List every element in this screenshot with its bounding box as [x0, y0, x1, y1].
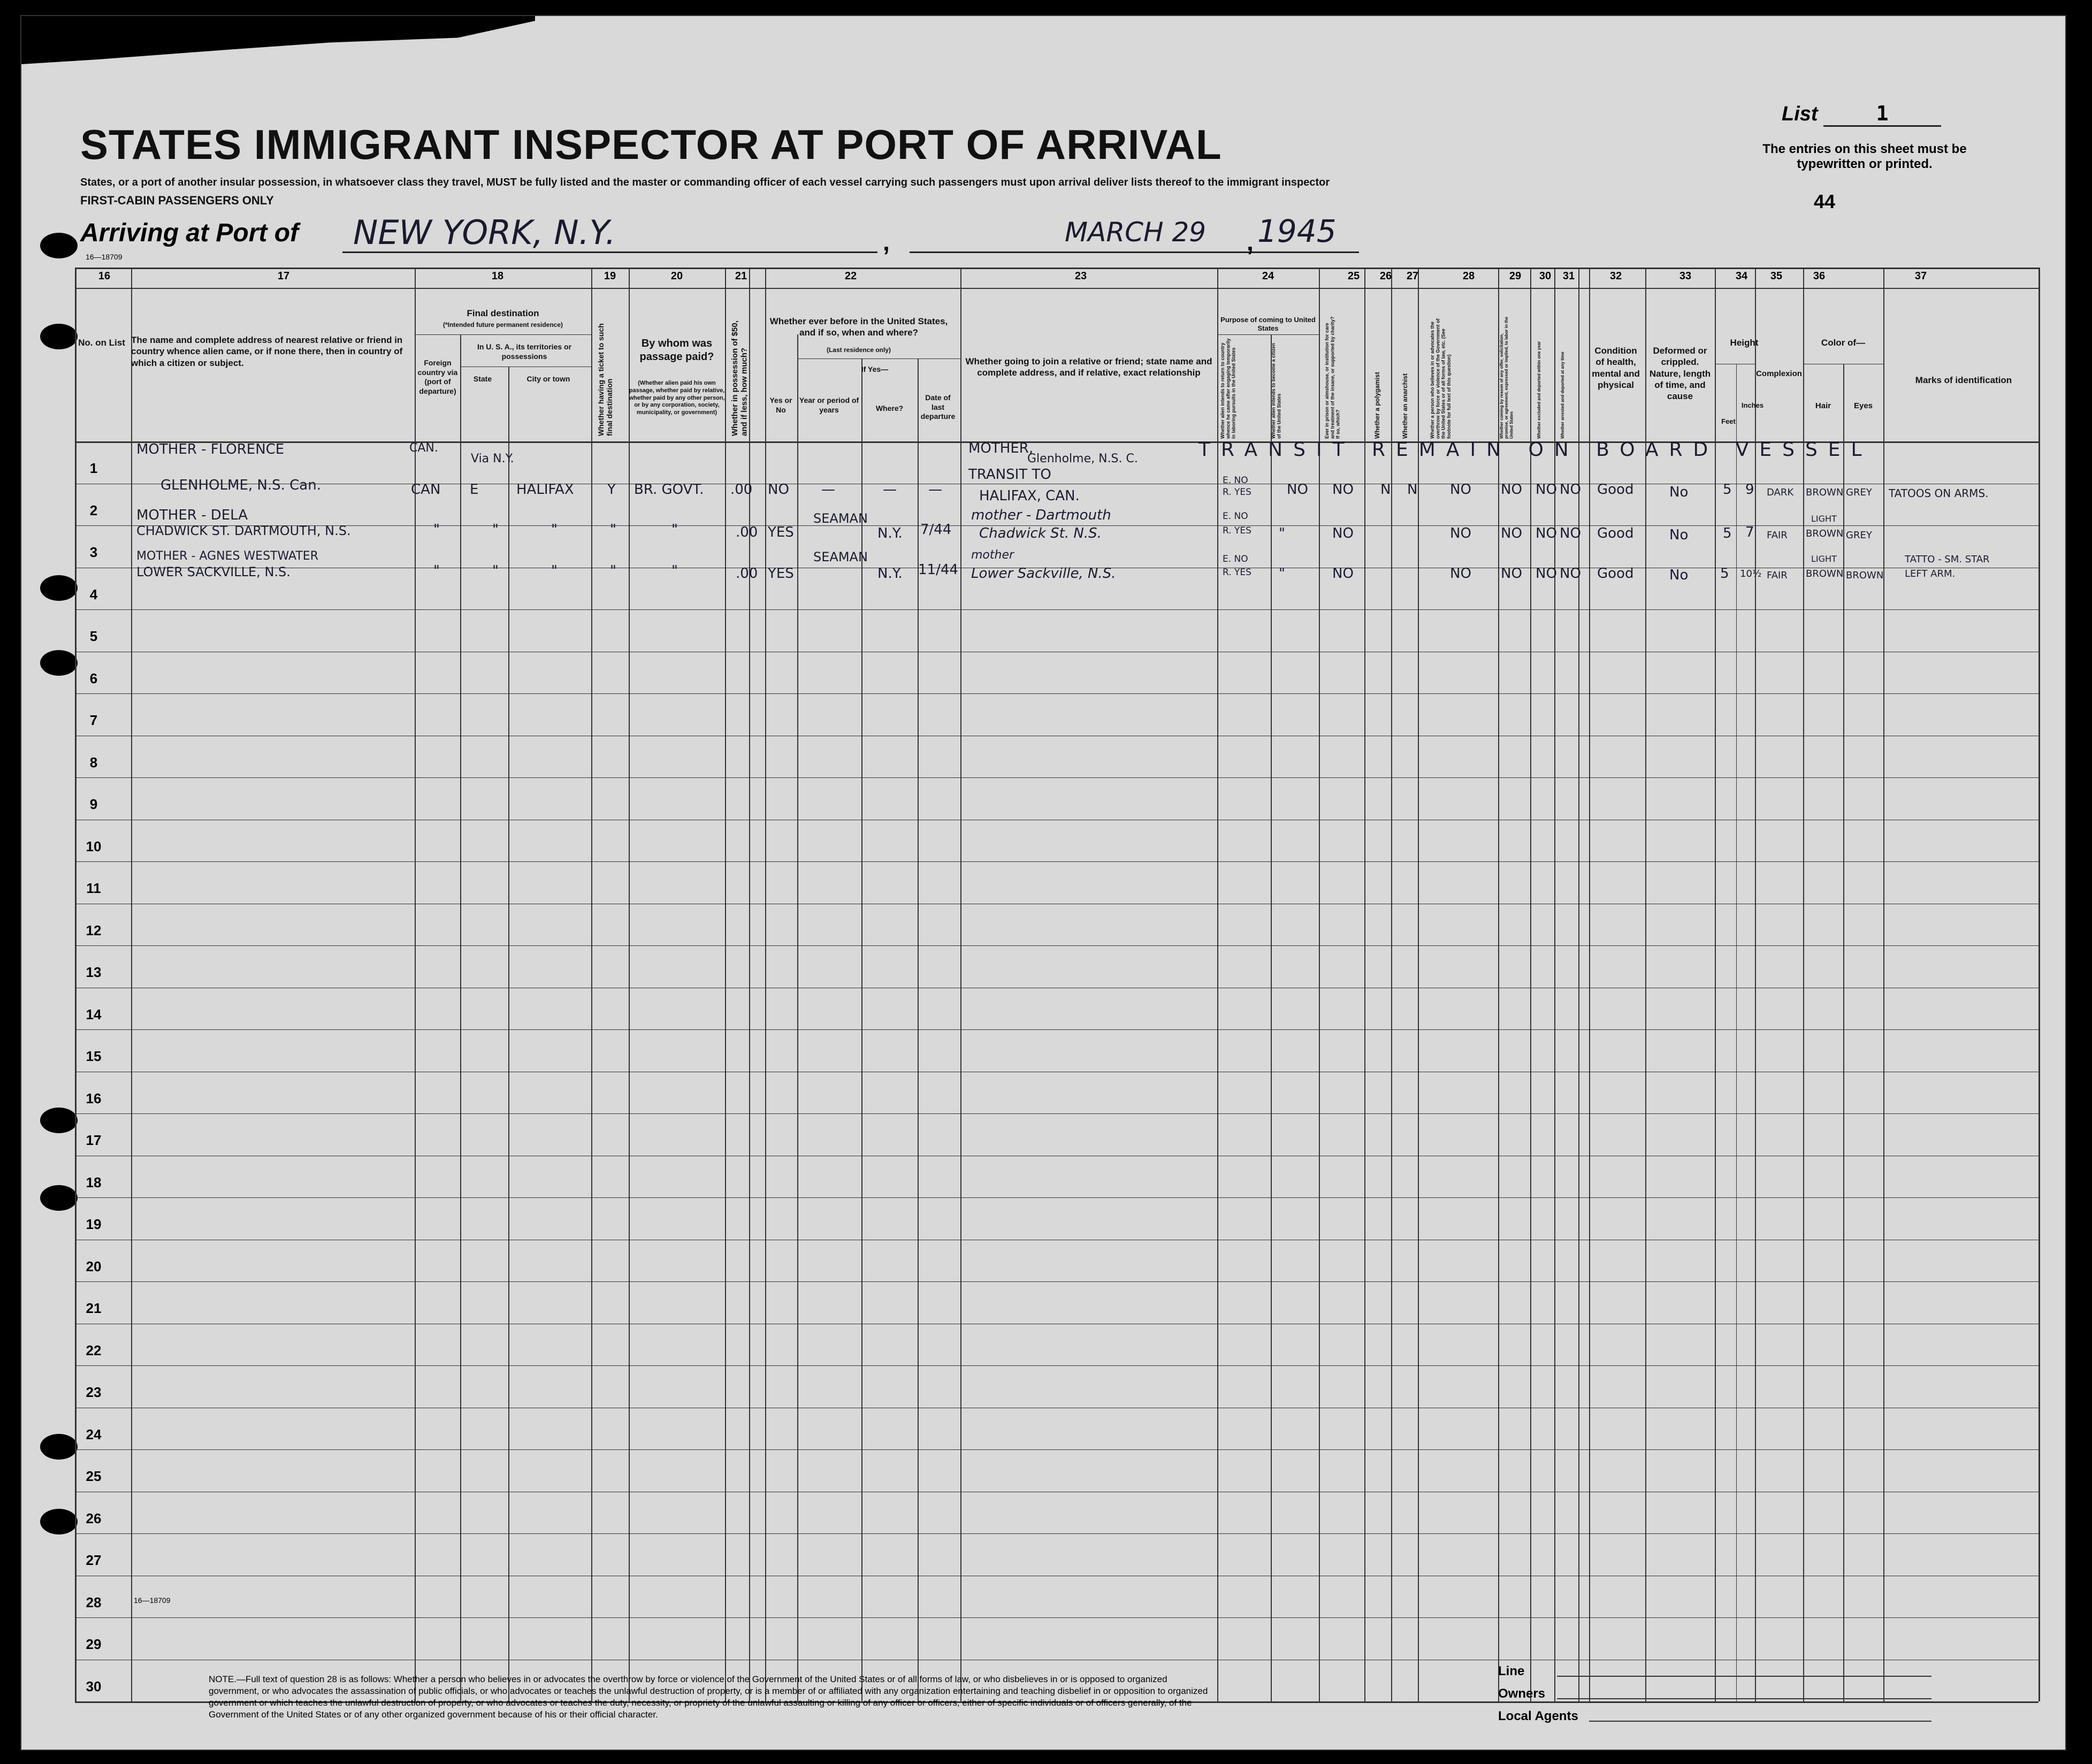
colnum-16: 16	[98, 270, 111, 282]
torn-corner	[21, 16, 535, 64]
r2-health: Good	[1597, 525, 1634, 541]
r1-join-l1: MOTHER,	[968, 440, 1034, 456]
r2-join-l1: mother - Dartmouth	[971, 507, 1111, 523]
header-passage-paid: By whom was passage paid?	[639, 338, 714, 363]
form-code: 16—18709	[86, 253, 123, 261]
r3-date: 11/44	[918, 562, 958, 578]
header-if-yes: If Yes—	[861, 365, 889, 373]
r2-q29: NO	[1501, 525, 1522, 541]
owners-label: Owners	[1498, 1686, 1546, 1701]
header-inches: Inches	[1741, 401, 1764, 409]
r1-relative-l2: GLENHOLME, N.S. Can.	[161, 477, 321, 493]
r1-foreign-top: CAN.	[409, 441, 438, 455]
binder-hole	[40, 233, 78, 258]
r3-q28: NO	[1450, 566, 1471, 582]
r2-q30: NO	[1536, 525, 1557, 541]
header-q31: Whether arrested and deported at any time	[1560, 352, 1565, 439]
r1-purpose-b: R. YES	[1223, 487, 1251, 498]
row-number: 3	[89, 544, 98, 561]
list-value: 1	[1823, 102, 1941, 127]
r1-deformed: No	[1669, 484, 1689, 500]
colnum-33: 33	[1679, 270, 1692, 282]
grid-line	[75, 268, 77, 1701]
r3-relative-l2: LOWER SACKVILLE, N.S.	[136, 564, 291, 579]
r2-q28: NO	[1450, 525, 1471, 541]
grid-line	[1803, 268, 1804, 1701]
colnum-32: 32	[1609, 270, 1622, 282]
r1-years: —	[821, 482, 835, 498]
r1-purpose-a: E. NO	[1223, 475, 1248, 486]
colnum-30: 30	[1539, 270, 1552, 282]
grid-line	[591, 268, 592, 1701]
row-number: 18	[86, 1174, 102, 1190]
port-name: NEW YORK, N.Y.	[353, 213, 616, 252]
r1-join-l4: HALIFAX, CAN.	[979, 488, 1080, 504]
r2-relative-l2: CHADWICK ST. DARTMOUTH, N.S.	[136, 523, 351, 538]
r3-money: .00	[736, 566, 758, 582]
binder-hole	[40, 1185, 78, 1211]
grid-line	[1418, 268, 1419, 1701]
r3-before: YES	[768, 566, 794, 582]
binder-hole	[40, 1434, 78, 1460]
grid-line	[725, 268, 726, 1701]
r2-citizen: "	[1279, 525, 1285, 541]
colnum-26: 26	[1379, 270, 1392, 282]
r1-join-l3: TRANSIT TO	[968, 467, 1051, 483]
grid-line	[508, 366, 509, 1701]
r3-q31: NO	[1560, 566, 1581, 582]
grid-line	[75, 1365, 2038, 1366]
grid-line	[460, 334, 461, 1701]
grid-line	[75, 861, 2038, 862]
row-number: 4	[89, 586, 98, 602]
r1-foreign: CAN	[411, 482, 441, 498]
row-number: 15	[86, 1048, 102, 1065]
r3-health: Good	[1597, 566, 1634, 582]
binder-hole	[40, 324, 78, 349]
grid-line	[1843, 364, 1844, 1701]
grid-line	[1364, 268, 1365, 1701]
r1-health: Good	[1597, 482, 1634, 498]
r2-years: SEAMAN	[813, 511, 868, 526]
grid-line	[797, 334, 798, 1701]
header-marks: Marks of identification	[1915, 375, 2012, 385]
row-number: 25	[86, 1468, 102, 1485]
r1-complexion: DARK	[1767, 487, 1794, 498]
header-complexion: Complexion	[1756, 369, 1802, 378]
grid-line	[75, 945, 2038, 946]
row-number: 22	[86, 1342, 102, 1358]
grid-line	[1498, 268, 1499, 1701]
arrival-date: MARCH 29	[1065, 217, 1207, 248]
typewritten-note: The entries on this sheet must be typewritten or printed.	[1762, 142, 1967, 171]
r1-relative-l1: MOTHER - FLORENCE	[136, 441, 285, 457]
row-number: 9	[89, 796, 98, 813]
grid-line	[75, 1113, 2038, 1114]
r2-q31: NO	[1560, 525, 1581, 541]
r3-eyes: BROWN	[1846, 570, 1884, 581]
grid-line	[1217, 334, 1319, 335]
r1-q28: NO	[1450, 482, 1471, 498]
r1-q31: NO	[1560, 482, 1581, 498]
header-where: Where?	[875, 404, 904, 413]
r3-ticket: "	[610, 563, 616, 579]
header-polygamist: Whether a polygamist	[1373, 372, 1381, 439]
grid-line	[918, 358, 919, 1701]
r3-complexion: FAIR	[1767, 570, 1788, 581]
r3-q29: NO	[1501, 566, 1522, 582]
colnum-23: 23	[1074, 270, 1087, 282]
grid-line	[1736, 364, 1737, 1701]
r2-date: 7/44	[920, 522, 952, 538]
header-years: Year or period of years	[799, 396, 859, 414]
binder-hole	[40, 575, 78, 601]
grid-line	[1530, 268, 1531, 1701]
header-prison: Ever in prison or almshouse, or institution for care and treatment of the insane, or supported by charity? If so, which?	[1324, 316, 1341, 439]
colnum-36: 36	[1813, 270, 1826, 282]
r1-date: —	[928, 482, 942, 498]
r1-anarchist: N	[1407, 482, 1418, 498]
header-purpose-citizen: Whether alien intends to become a citizen of the United States	[1271, 342, 1282, 439]
grid-line	[131, 268, 132, 1701]
r2-inches: 7	[1745, 524, 1754, 540]
row-number: 21	[86, 1300, 102, 1317]
r2-foreign: "	[433, 522, 440, 538]
header-yes-no: Yes or No	[769, 396, 792, 414]
header-passage-paid-sub: (Whether alien paid his own passage, whether paid by relative, whether paid by any other person, or by any corporation, society, municipality, or government)	[629, 380, 725, 416]
r2-before: YES	[768, 524, 794, 540]
grid-line	[75, 777, 2038, 778]
r2-where: N.Y.	[877, 525, 903, 541]
r3-join-l2: Lower Sackville, N.S.	[971, 566, 1116, 582]
colnum-18: 18	[491, 270, 504, 282]
r1-ticket: Y	[607, 482, 616, 498]
row-number: 29	[86, 1636, 102, 1653]
row-number: 28	[86, 1594, 102, 1610]
r2-ticket: "	[610, 522, 616, 538]
header-color-of: Color of—	[1821, 338, 1866, 348]
row-number: 23	[86, 1384, 102, 1401]
r1-eyes: GREY	[1846, 487, 1872, 498]
class-label: FIRST-CABIN PASSENGERS ONLY	[80, 194, 274, 207]
row-number: 6	[89, 670, 98, 686]
colnum-29: 29	[1509, 270, 1522, 282]
grid-line	[75, 1197, 2038, 1198]
grid-line	[960, 268, 961, 1701]
r2-paid-by: "	[671, 522, 678, 538]
header-feet: Feet	[1721, 417, 1736, 425]
row-number: 1	[89, 460, 98, 477]
header-ticket: Whether having a ticket to such final destination	[597, 323, 614, 436]
row-number: 30	[86, 1678, 102, 1694]
r3-purpose-a: E. NO	[1223, 554, 1248, 564]
line-field	[1557, 1676, 1931, 1677]
r3-q30: NO	[1536, 566, 1557, 582]
r1-where: —	[883, 482, 897, 498]
header-q30: Whether excluded and deported within one year	[1537, 341, 1541, 439]
row-number: 5	[89, 628, 98, 645]
r1-via: Via N.Y.	[471, 452, 514, 465]
header-q29: Whether coming by reason of any offer, solicitation, promise, or agreement, expressed or implied, to labor in the United States	[1499, 316, 1514, 439]
grid-line	[1715, 268, 1716, 1701]
r2-hair-top: LIGHT	[1811, 514, 1837, 524]
arrival-year: 1945	[1257, 213, 1337, 249]
header-health: Condition of health, mental and physical	[1592, 346, 1640, 390]
grid-line	[765, 268, 766, 1701]
footnote: NOTE.—Full text of question 28 is as follows: Whether a person who believes in or advocates the overthrow by force or violence of the Government of the United States or of all forms of law, or who disbelieves in or is opposed to organized government, or who advocates the assassination of public officials, or who advocates or teaches the unlawful destruction of property, or is a member of or affiliated with any organization entertaining and teaching disbelief in or opposition to organized government or which teaches the unlawful destruction of property, or who advocates or teaches the duty, necessity, or propriety of the unlawful assaulting or killing of any officer or officers, either of specific individuals or of officers generally, of the Government of the United States or of any other organized government because of his or their official character.	[209, 1674, 1208, 1720]
grid-line	[797, 358, 960, 359]
header-purpose-return: Whether alien intends to return to country whence he came after engaging temporarily in laboring pursuits in the United States	[1220, 338, 1236, 439]
colnum-31: 31	[1562, 270, 1575, 282]
binder-hole	[40, 1509, 78, 1534]
header-foreign-country: Foreign country via (port of departure)	[417, 358, 458, 395]
r2-purpose-a: E. NO	[1223, 511, 1248, 522]
header-date-departure: Date of last departure	[920, 393, 956, 421]
grid-line	[1217, 268, 1218, 1701]
r3-feet: 5	[1720, 566, 1729, 582]
r3-hair-top: LIGHT	[1811, 554, 1837, 564]
instruction-text: States, or a port of another insular possession, in whatsoever class they travel, MUST be fully listed and the master or commanding officer of each vessel carrying such passengers must upon arrival deliver lists thereof to the immigrant inspector	[80, 177, 1330, 188]
row-number: 27	[86, 1552, 102, 1569]
r1-marks: TATOOS ON ARMS.	[1889, 487, 1989, 500]
row-number: 10	[86, 838, 102, 854]
header-state: State	[473, 375, 492, 383]
colnum-21: 21	[735, 270, 747, 282]
r1-prison: NO	[1332, 482, 1354, 498]
r2-feet: 5	[1723, 525, 1732, 541]
r2-deformed: No	[1669, 527, 1689, 543]
r3-where: N.Y.	[877, 566, 903, 582]
grid-line	[1271, 334, 1272, 1701]
binder-hole	[40, 1108, 78, 1133]
header-final-destination-sub: (*Intended future permanent residence)	[442, 321, 563, 329]
row-number: 11	[86, 880, 101, 897]
r3-years: SEAMAN	[813, 549, 868, 564]
local-agents-field	[1589, 1721, 1931, 1722]
grid-line	[1589, 268, 1590, 1701]
row-number: 12	[86, 922, 102, 938]
grid-line	[75, 1617, 2038, 1618]
r1-q29: NO	[1501, 482, 1522, 498]
header-anarchist: Whether an anarchist	[1401, 373, 1409, 439]
header-money: Whether in possession of $50, and if less, how much?	[730, 320, 749, 436]
r3-state: "	[492, 563, 499, 579]
r2-city: "	[551, 522, 558, 538]
r1-polygamist: N	[1380, 482, 1391, 498]
header-final-destination: Final destination	[467, 308, 539, 318]
r3-marks-l1: TATTO - SM. STAR	[1905, 554, 1990, 565]
list-number	[1782, 102, 1941, 127]
row-number: 19	[86, 1216, 102, 1233]
r1-q30: NO	[1536, 482, 1557, 498]
form-code-bottom: 16—18709	[134, 1596, 171, 1605]
colnum-28: 28	[1462, 270, 1475, 282]
grid-line	[75, 693, 2038, 694]
r3-inches: 10½	[1740, 568, 1762, 579]
r2-prison: NO	[1332, 525, 1354, 541]
row-number: 20	[86, 1258, 102, 1274]
r3-foreign: "	[433, 563, 440, 579]
row-number: 17	[86, 1132, 102, 1149]
grid-line	[1391, 268, 1392, 1701]
grid-line	[1883, 268, 1884, 1701]
r1-paid-by: BR. GOVT.	[634, 482, 704, 498]
grid-line	[2038, 268, 2040, 1701]
header-eyes: Eyes	[1853, 401, 1873, 410]
grid-line	[415, 334, 591, 335]
row-number: 16	[86, 1090, 102, 1106]
r1-state: E	[470, 482, 479, 498]
r3-purpose-b: R. YES	[1223, 567, 1251, 578]
r1-citizen: NO	[1287, 482, 1308, 498]
grid-line	[1645, 268, 1646, 1701]
header-relative: The name and complete address of nearest relative or friend in country whence alien came, or if none there, then in country of which a citizen or subject.	[131, 335, 403, 368]
sheet-number: 44	[1814, 190, 1836, 212]
grid-line	[1319, 268, 1320, 1701]
grid-line	[75, 268, 2038, 269]
r2-eyes: GREY	[1846, 530, 1872, 541]
grid-line	[1755, 268, 1756, 1701]
header-height: Height	[1730, 338, 1759, 348]
header-q28: Whether a person who believes in or advocates the overthrow by force or violence of the Government of the United States or of all forms of law, etc. (See footnote for full text of this question)	[1430, 318, 1452, 439]
r2-complexion: FAIR	[1767, 530, 1788, 541]
header-join-relative: Whether going to join a relative or friend; state name and complete address, and if relative, exact relationship	[965, 356, 1212, 378]
r3-marks-l2: LEFT ARM.	[1905, 568, 1956, 579]
r1-before: NO	[768, 482, 789, 498]
header-city: City or town	[526, 375, 570, 383]
colnum-17: 17	[277, 270, 290, 282]
row-number: 13	[86, 964, 102, 981]
header-no-on-list: No. on List	[78, 338, 125, 348]
r2-state: "	[492, 522, 499, 538]
r1-inches: 9	[1745, 482, 1754, 498]
grid-line	[629, 268, 630, 1701]
grid-line	[75, 1533, 2038, 1534]
r3-citizen: "	[1279, 566, 1285, 582]
binder-hole	[40, 650, 78, 676]
colnum-27: 27	[1406, 270, 1419, 282]
row-number: 2	[89, 502, 98, 518]
colnum-24: 24	[1262, 270, 1274, 282]
grid-line	[75, 1029, 2038, 1030]
r3-relative-l1: MOTHER - AGNES WESTWATER	[136, 549, 318, 563]
r3-hair: BROWN	[1806, 568, 1844, 579]
row-number: 8	[89, 754, 98, 770]
r3-city: "	[551, 563, 558, 579]
colnum-35: 35	[1770, 270, 1783, 282]
colnum-34: 34	[1735, 270, 1748, 282]
row-number: 26	[86, 1510, 102, 1526]
page-title: STATES IMMIGRANT INSPECTOR AT PORT OF ARRIVAL	[80, 121, 1222, 168]
grid-line	[75, 609, 2038, 610]
r2-money: .00	[736, 524, 758, 540]
r1-city: HALIFAX	[516, 482, 574, 498]
r2-purpose-b: R. YES	[1223, 525, 1251, 536]
colnum-37: 37	[1914, 270, 1927, 282]
grid-line	[75, 1281, 2038, 1282]
arriving-label: Arriving at Port of	[80, 219, 299, 247]
line-label: Line	[1498, 1664, 1525, 1678]
r1-join-l2: Glenholme, N.S. C.	[1027, 452, 1138, 465]
r1-money: .00	[730, 482, 753, 498]
r3-deformed: No	[1669, 567, 1689, 583]
row-number: 24	[86, 1426, 102, 1442]
colnum-22: 22	[844, 270, 857, 282]
owners-field	[1557, 1698, 1931, 1699]
r3-prison: NO	[1332, 566, 1354, 582]
r1-hair: BROWN	[1806, 487, 1844, 498]
header-before-us: Whether ever before in the United States, and if so, when and where?	[769, 316, 948, 338]
r1-feet: 5	[1723, 482, 1732, 498]
local-agents-label: Local Agents	[1498, 1709, 1578, 1723]
r2-join-l2: Chadwick St. N.S.	[979, 525, 1102, 541]
grid-line	[75, 1449, 2038, 1450]
header-in-usa: In U. S. A., its territories or possessions	[477, 342, 572, 361]
r2-hair: BROWN	[1806, 528, 1844, 539]
colnum-20: 20	[670, 270, 683, 282]
header-hair: Hair	[1815, 401, 1831, 410]
header-deformed: Deformed or crippled. Nature, length of time, and cause	[1649, 346, 1711, 401]
r3-paid-by: "	[671, 563, 678, 579]
r3-join-l1: mother	[971, 548, 1014, 562]
grid-line	[460, 366, 591, 367]
header-purpose: Purpose of coming to United States	[1220, 316, 1316, 333]
colnum-19: 19	[604, 270, 616, 282]
r2-relative-l1: MOTHER - DELA	[136, 507, 248, 523]
list-label: List	[1782, 103, 1818, 125]
grid-line	[75, 288, 2038, 289]
transit-banner: TRANSIT REMAIN ON BOARD VESSEL	[1198, 439, 1873, 461]
row-number: 7	[89, 712, 98, 729]
manifest-sheet: STATES IMMIGRANT INSPECTOR AT PORT OF ARRIVAL States, or a port of another insular possession, in whatsoever class they travel, MUST be fully listed and the master or commanding officer of each vessel carrying such passengers must upon arrival deliver lists thereof to the immigrant inspector FIRST-CABIN PASSENGERS ONLY List 1 The entries on this sheet must be typewritten or printed. 44 Arriving at Port of NEW YORK, N.Y. , MARCH 29 , 1945 16—18709 16 17 18 19 20 21 22 23 24 25 26 27 28 29 30 31 32 33 34 35 36 37 No. on List The name and complete address of nearest relative or friend in country whence alien came, or if none there, then in country of which a citizen or subject. Final destination (*Intended future permanent residence) Foreign country via (port of departure) In U. S. A., its territories or possessions State City or town Whether having a ticket to such final destination By whom was passage paid? (Whether alien paid his own passage, whether paid by relative, whether paid by any other person, or by any corporation, society, municipality, or government) Whether in possession of $50, and if less, how much? Whether ever before in the United States, and if so, when and where? (Last residence only) If Yes— Yes or No Year or period of years Where? Date of last departure Whether going to join a relative or friend; state name and complete address, and if relative, exact relationship Purpose of coming to United States Whether alien intends to return to country whence he came after engaging temporarily in laboring pursuits in the United States Whether alien intends to become a citizen of the United States Ever in prison or almshouse, or institution for care and treatment of the insane, or supported by charity? If so, which? Whether a polygamist Whether an anarchist Whether a person who believes in or advocates the overthrow by force or violence of the Government of the United States or of all forms of law, etc. (See footnote for full text of this question) Whether coming by reason of any offer, solicitation, promise, or agreement, expressed or implied, to labor in the United States Whether excluded and deported within one year Whether arrested and deported at any time Condition of health, mental and physical Deformed or crippled. Nature, length of time, and cause Height Feet Inches Complexion Color of— Hair Eyes Marks of identification TRANSIT REMAIN ON BOARD VESSEL MOTHER - FLORENCE GLENHOLME, N.S. Can. CAN. CAN Via N.Y. E HALIFAX Y BR. GOVT. .00 NO — — — MOTHER, Glenholme, N.S. C. TRANSIT TO HALIFAX, CAN. E. NO R. YES NO NO N N NO NO NO NO Good No 5 9 DARK BROWN GREY TATOOS ON ARMS. MOTHER - DELA CHADWICK ST. DARTMOUTH, N.S. " " " " " .00 YES SEAMAN N.Y. 7/44 mother - Dartmouth Chadwick St. N.S. E. NO R. YES " NO NO NO NO NO Good No 5 7 FAIR LIGHT BROWN GREY MOTHER - AGNES WESTWATER LOWER SACKVILLE, N.S. " " " " " .00 YES SEAMAN N.Y. 11/44 mother Lower Sackville, N.S. E. NO R. YES " NO NO NO NO NO Good No 5 10½ FAIR LIGHT BROWN BROWN TATTO - SM. STAR LEFT ARM. 16—18709 NOTE.—Full text of question 28 is as follows: Whether a person who believes in or advocates the overthrow by force or violence of the Government of the United States or of all forms of law, or who disbelieves in or is opposed to organized government, or who advocates the assassination of public officials, or who advocates or teaches the unlawful destruction of property, or is a member of or affiliated with any organization entertaining and teaching disbelief in or opposition to organized government or which teaches the unlawful destruction of property, or who advocates or teaches the duty, necessity, or propriety of the unlawful assaulting or killing of any officer or officers, either of specific individuals or of officers generally, of the Government of the United States or of any other organized government because of his or their official character. Line Owners Local Agents 1 2 3 4 5 6 7 8 9 10 11 12 13 14 15 16 17 18 19 20 21 22 23 24 25 26 27 28 29 30	[20, 15, 2066, 1751]
colnum-25: 25	[1347, 270, 1360, 282]
row-number: 14	[86, 1006, 102, 1022]
header-before-us-sub: (Last residence only)	[826, 346, 891, 354]
